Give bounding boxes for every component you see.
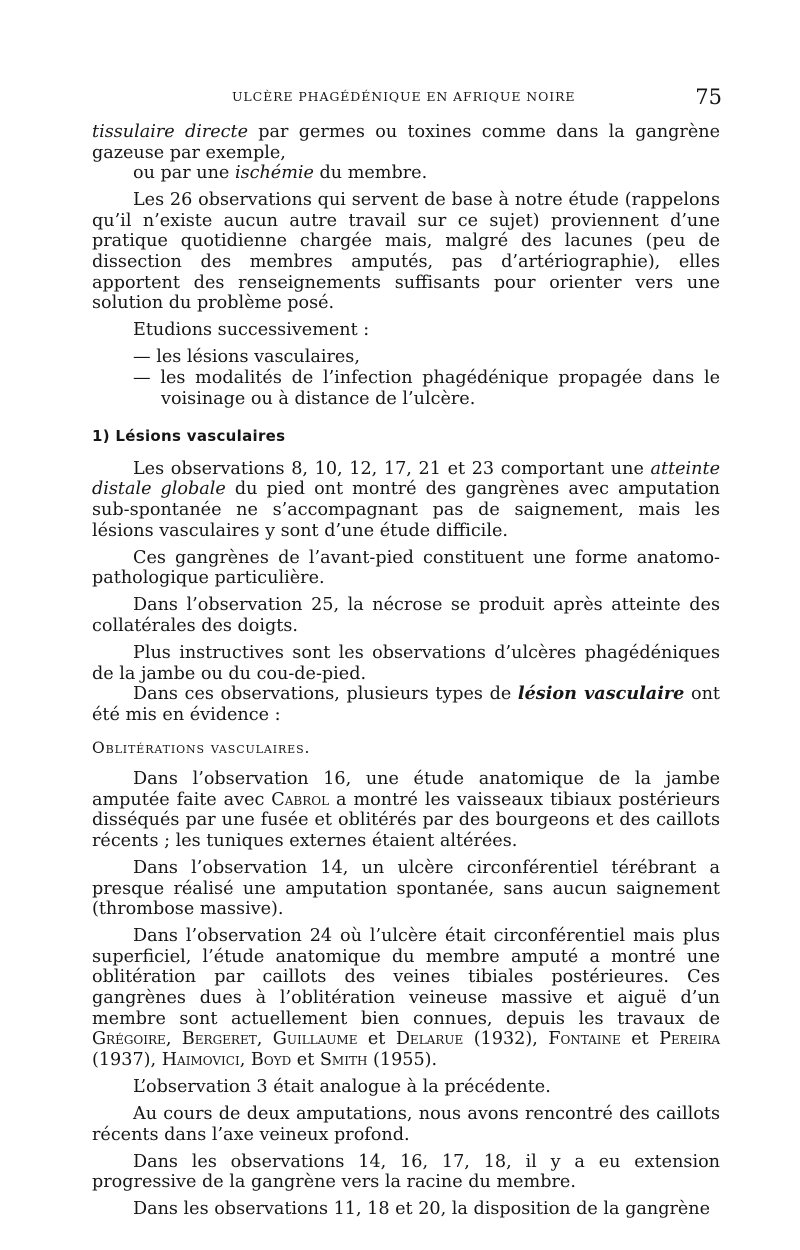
- subsection-heading: Oblitérations vasculaires.: [92, 739, 311, 758]
- author-name: Boyd: [250, 1049, 292, 1070]
- text-run: et: [291, 1049, 320, 1070]
- italic-term: atteinte distale globale: [92, 458, 720, 500]
- text-run: du pied ont montré des gangrènes avec amputation sub-spontanée ne s’accompagnant pas de saignement, mais les lésions vasculaires y sont d’une étude difficile.: [92, 479, 720, 541]
- text-run: a montré les vaisseaux tibiaux postérieurs disséqués par une fusée et oblitérés par des bourgeons et des caillots récents ; les tuniques externes étaient altérées.: [92, 789, 720, 851]
- paragraph: Ces gangrènes de l’avant-pied constituent une forme anatomo-pathologique particulière.: [92, 547, 720, 589]
- paragraph: [92, 684, 720, 725]
- author-name: Smith: [319, 1049, 368, 1070]
- text-run: (1932),: [463, 1029, 549, 1050]
- author-name: Grégoire: [92, 1029, 166, 1050]
- text-run: et: [357, 1029, 396, 1050]
- text-run: ont été mis en évidence :: [92, 684, 720, 725]
- paragraph: Les 26 observations qui servent de base à notre étude (rappelons qu’il n’existe aucun autre travail sur ce sujet) proviennent d’une pratique quotidienne chargée mais, malgré des lacunes (peu de dissection des membres amputés, pas d’artériographie), elles apportent des renseignements suffisants pour orienter vers une solution du problème posé.: [92, 190, 720, 314]
- running-title: ULCÈRE PHAGÉDÉNIQUE EN AFRIQUE NOIRE: [232, 89, 576, 104]
- text-run: Dans l’observation 24 où l’ulcère était circonférentiel mais plus superficiel, l’étude anatomique du membre amputé a montré une oblitération par caillots des veines tibiales postérieures. Ces gangrènes dues à l’oblitération veineuse massive et aiguë d’un membre sont actuellement bien connues, depuis les travaux de: [92, 926, 720, 1029]
- text-run: Dans l’observation 16, une étude anatomique de la jambe amputée faite avec: [92, 769, 720, 810]
- text-run: ou par une: [133, 163, 235, 184]
- paragraph: [92, 122, 720, 163]
- list-item: [92, 347, 720, 368]
- paragraph: [92, 459, 720, 541]
- list-item-text: les modalités de l’infection phagédénique propagée dans le voisinage ou à distance de l’ulcère.: [160, 368, 721, 409]
- paragraph: Dans l’observation 14, un ulcère circonférentiel térébrant a presque réalisé une amputation spontanée, sans aucun saignement (thrombose massive).: [92, 857, 720, 920]
- paragraph: L’observation 3 était analogue à la précédente.: [133, 1076, 551, 1097]
- section-heading: 1) Lésions vasculaires: [92, 427, 286, 446]
- author-name: Pereira: [659, 1029, 721, 1050]
- paragraph: Dans les observations 14, 16, 17, 18, il y a eu extension progressive de la gangrène vers la racine du membre.: [92, 1151, 720, 1193]
- author-name: Guillaume: [272, 1029, 358, 1050]
- list-dash: —: [133, 368, 151, 389]
- list-dash: —: [133, 347, 151, 368]
- page-number: 75: [695, 85, 722, 109]
- text-run: (1937),: [92, 1049, 162, 1070]
- text-run: ,: [165, 1029, 182, 1050]
- list-item: [92, 368, 720, 409]
- page-header: [92, 86, 722, 108]
- italic-term: ischémie: [234, 163, 314, 184]
- text-run: par germes ou toxines comme dans la gangrène gazeuse par exemple,: [92, 122, 720, 163]
- author-name: Fontaine: [548, 1029, 621, 1050]
- author-name: Bergeret: [181, 1029, 257, 1050]
- author-name: Delarue: [395, 1029, 464, 1050]
- paragraph: Dans l’observation 25, la nécrose se produit après atteinte des collatérales des doigts.: [92, 595, 720, 636]
- author-name: Haimovici: [161, 1049, 240, 1070]
- paragraph: Dans les observations 11, 18 et 20, la disposition de la gangrène: [133, 1199, 711, 1220]
- text-run: Les observations 8, 10, 12, 17, 21 et 23 comportant une: [133, 458, 651, 479]
- paragraph: [92, 926, 720, 1070]
- paragraph: Au cours de deux amputations, nous avons rencontré des caillots récents dans l’axe veineux profond.: [92, 1103, 720, 1145]
- italic-term: tissulaire directe: [92, 122, 248, 142]
- text-run: ,: [256, 1029, 273, 1050]
- paragraph: Plus instructives sont les observations d’ulcères phagédéniques de la jambe ou du cou-de-pied.: [92, 643, 720, 684]
- text-run: (1955).: [367, 1049, 438, 1070]
- text-run: du membre.: [313, 163, 428, 184]
- list: [92, 347, 720, 409]
- text-run: ,: [239, 1049, 251, 1070]
- paragraph: [92, 769, 720, 851]
- paragraph: [92, 163, 720, 184]
- italic-term: lésion vasculaire: [517, 683, 685, 705]
- text-run: et: [620, 1029, 660, 1050]
- text-run: Dans ces observations, plusieurs types de: [133, 684, 518, 705]
- paragraph: Etudions successivement :: [133, 320, 370, 341]
- list-item-text: les lésions vasculaires,: [156, 347, 360, 368]
- body-text: [92, 122, 720, 1220]
- author-name: Cabrol: [271, 789, 330, 810]
